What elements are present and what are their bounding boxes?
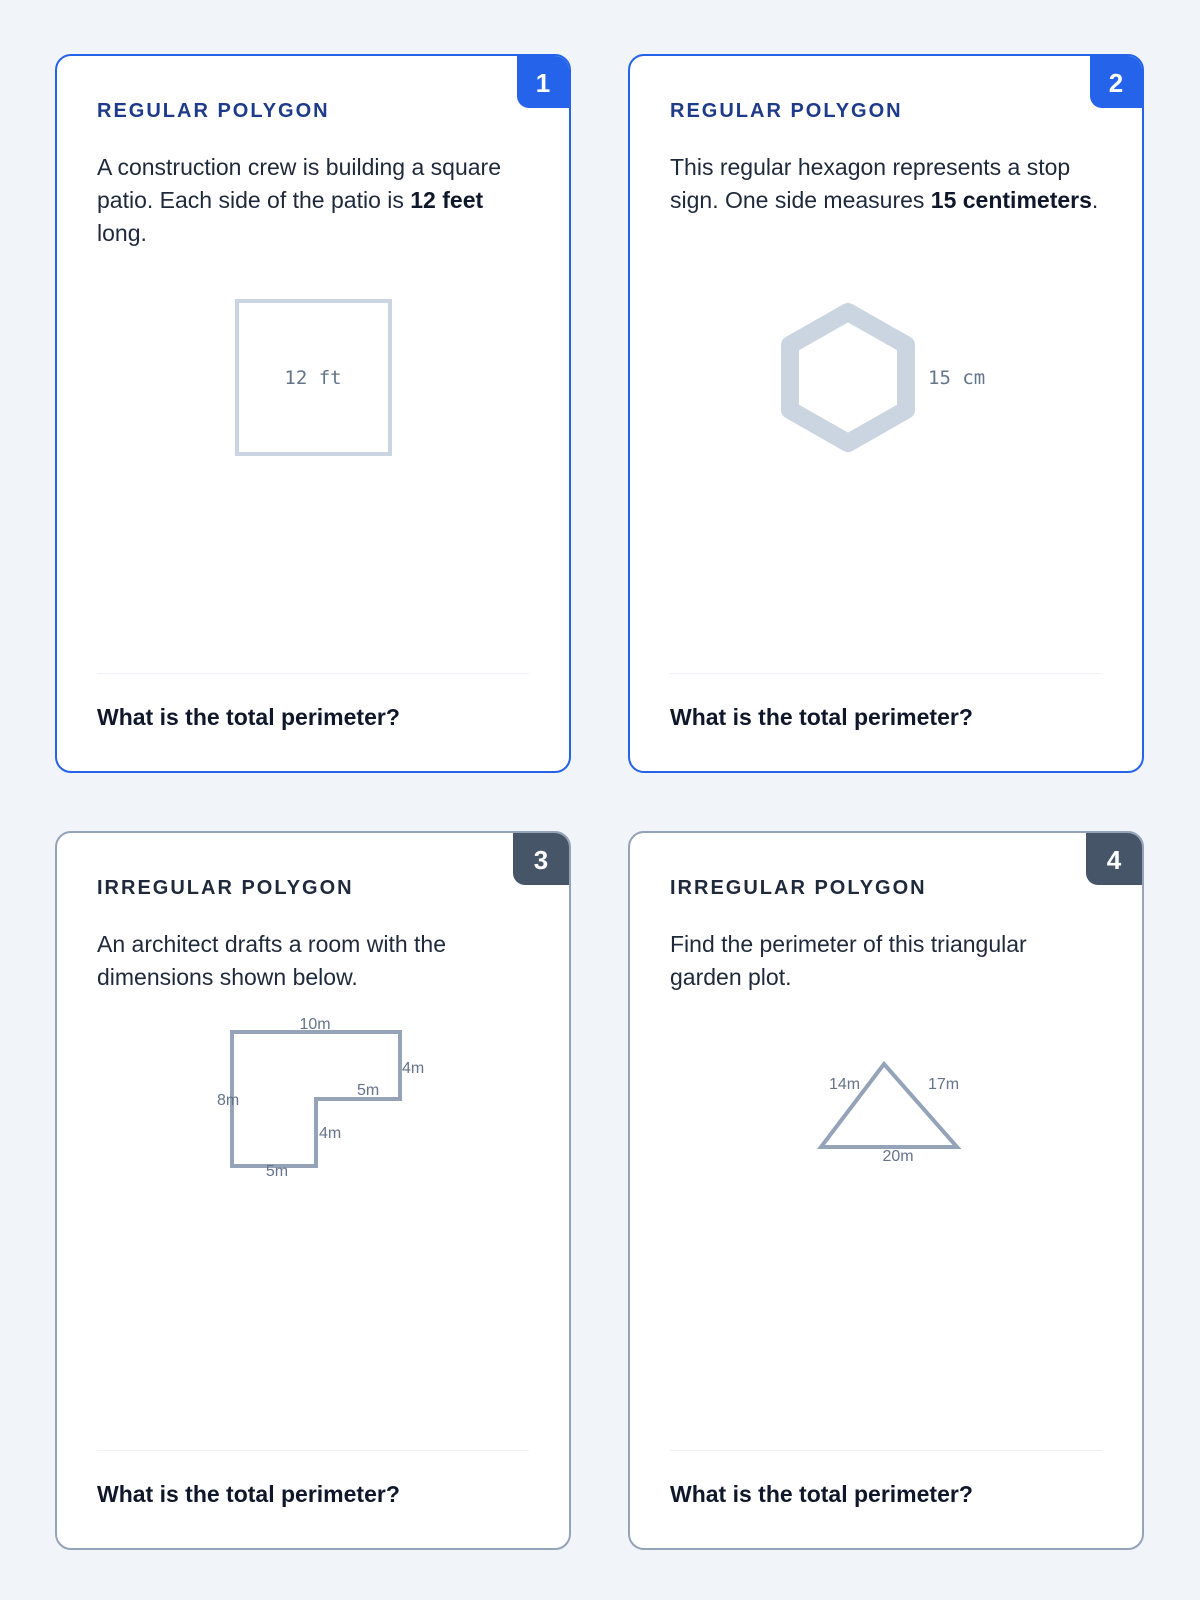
left-side-label: 14m: [829, 1076, 861, 1093]
left-dimension-label: 8m: [217, 1092, 240, 1109]
description-text-end: .: [1091, 187, 1099, 213]
card-question: What is the total perimeter?: [670, 1481, 973, 1507]
problem-card-1[interactable]: [55, 54, 571, 773]
description-text: An architect drafts a room with the dimensions shown below.: [97, 931, 446, 990]
inner-vertical-dimension-label: 4m: [319, 1125, 342, 1142]
top-dimension-label: 10m: [299, 1016, 331, 1033]
description-text: Find the perimeter of this triangular garden plot.: [670, 931, 1027, 990]
description-text: This regular hexagon represents a stop sign. One side measures: [670, 154, 1071, 213]
description-text-end: long.: [97, 220, 147, 246]
problem-card-2[interactable]: [628, 54, 1144, 773]
triangle-figure: [630, 833, 1144, 1433]
square-figure: [57, 56, 571, 656]
base-side-label: 20m: [882, 1148, 914, 1165]
card-category: IRREGULAR POLYGON: [670, 877, 927, 899]
card-number-badge: 3: [513, 833, 569, 885]
card-category: IRREGULAR POLYGON: [97, 877, 354, 899]
card-category: REGULAR POLYGON: [670, 100, 903, 122]
problem-card-4[interactable]: [628, 831, 1144, 1550]
hexagon-figure: [630, 56, 1144, 656]
square-side-label: 12 ft: [284, 367, 342, 389]
problem-card-3[interactable]: [55, 831, 571, 1550]
card-category: REGULAR POLYGON: [97, 100, 330, 122]
description-emphasis: 15 centimeters: [930, 187, 1092, 213]
hexagon-side-label: 15 cm: [928, 367, 986, 389]
right-dimension-label: 4m: [402, 1060, 425, 1077]
card-number-badge: 2: [1090, 56, 1142, 108]
hexagon-shape: [790, 312, 906, 443]
l-shape: [232, 1032, 400, 1166]
l-shape-figure: [57, 833, 571, 1433]
description-emphasis: 12 feet: [410, 187, 484, 213]
bottom-dimension-label: 5m: [265, 1163, 289, 1180]
right-side-label: 17m: [928, 1076, 960, 1093]
card-divider: [670, 1450, 1102, 1451]
card-question: What is the total perimeter?: [97, 1481, 400, 1507]
inner-horizontal-dimension-label: 5m: [357, 1082, 380, 1099]
card-question: What is the total perimeter?: [670, 704, 973, 730]
card-divider: [97, 673, 529, 674]
card-number-badge: 4: [1086, 833, 1142, 885]
card-divider: [97, 1450, 529, 1451]
description-text: A construction crew is building a square patio. Each side of the patio is: [97, 154, 501, 213]
card-question: What is the total perimeter?: [97, 704, 400, 730]
card-number-badge: 1: [517, 56, 569, 108]
card-divider: [670, 673, 1102, 674]
